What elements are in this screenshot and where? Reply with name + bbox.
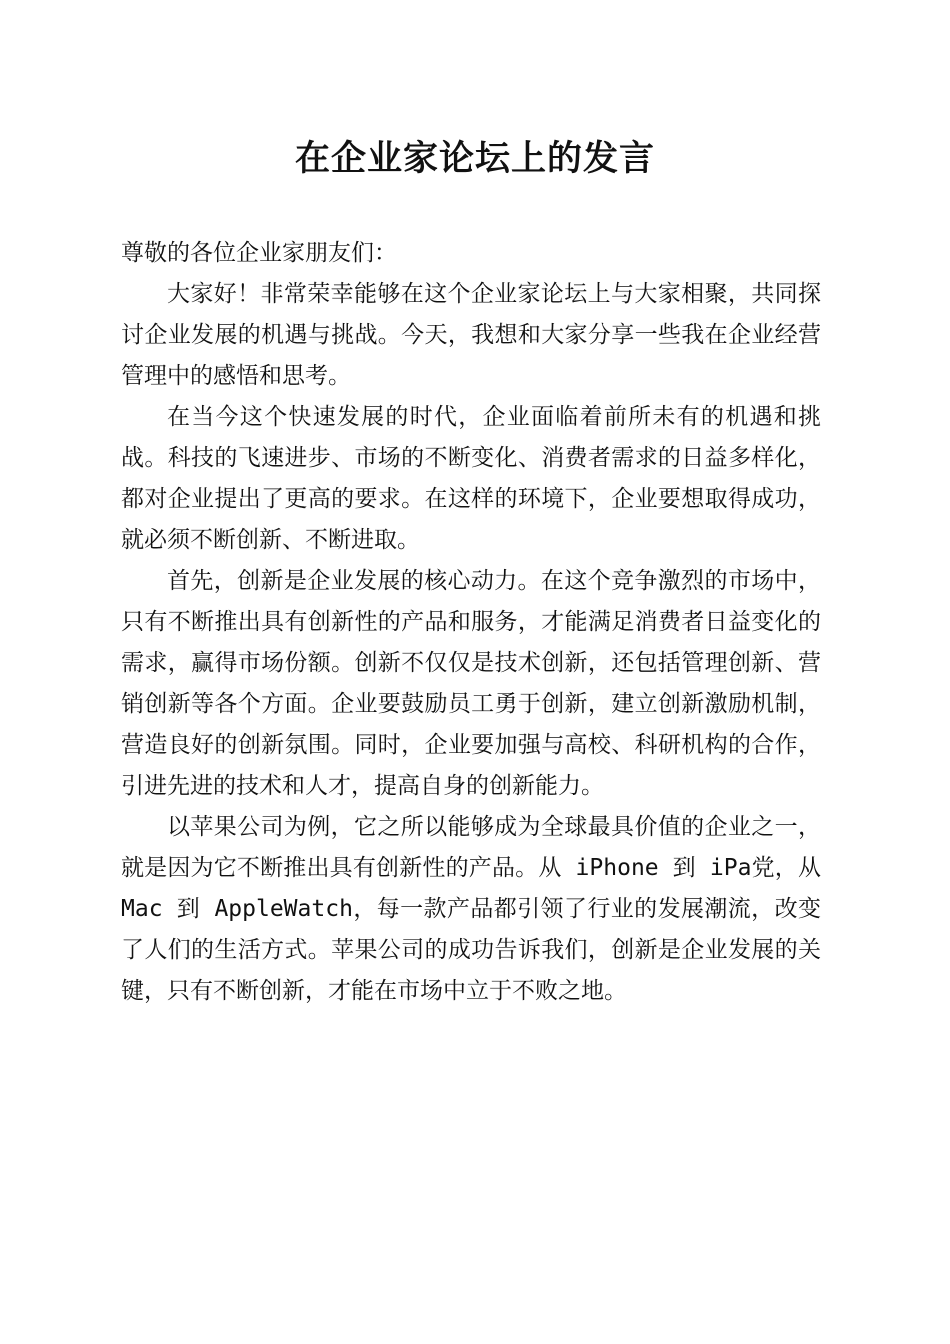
- salutation: 尊敬的各位企业家朋友们：: [121, 240, 397, 266]
- paragraph-3: 首先，创新是企业发展的核心动力。在这个竞争激烈的市场中，只有不断推出具有创新性的产品和服务，才能满足消费者日益变化的需求，赢得市场份额。创新不仅仅是技术创新，还包括管理创新、营销创新等各个方面。企业要鼓励员工勇于创新，建立创新激励机制，营造良好的创新氛围。同时，企业要加强与高校、科研机构的合作，引进先进的技术和人才，提高自身的创新能力。: [121, 568, 821, 799]
- paragraph-4: 以苹果公司为例，它之所以能够成为全球最具价值的企业之一，就是因为它不断推出具有创新性的产品。从 iPhone 到 iPa党，从 Mac 到 AppleWatch，每一款产品都引领了行业的发展潮流，改变了人们的生活方式。苹果公司的成功告诉我们，创新是企业发展的关键，只有不断创新，才能在市场中立于不败之地。: [121, 814, 821, 1004]
- document-title: 在企业家论坛上的发言: [294, 138, 655, 179]
- document-body: [121, 233, 821, 1012]
- paragraph-2: 在当今这个快速发展的时代，企业面临着前所未有的机遇和挑战。科技的飞速进步、市场的不断变化、消费者需求的日益多样化，都对企业提出了更高的要求。在这样的环境下，企业要想取得成功，就必须不断创新、不断进取。: [121, 404, 821, 553]
- paragraph-1: 大家好！非常荣幸能够在这个企业家论坛上与大家相聚，共同探讨企业发展的机遇与挑战。今天，我想和大家分享一些我在企业经营管理中的感悟和思考。: [121, 281, 821, 389]
